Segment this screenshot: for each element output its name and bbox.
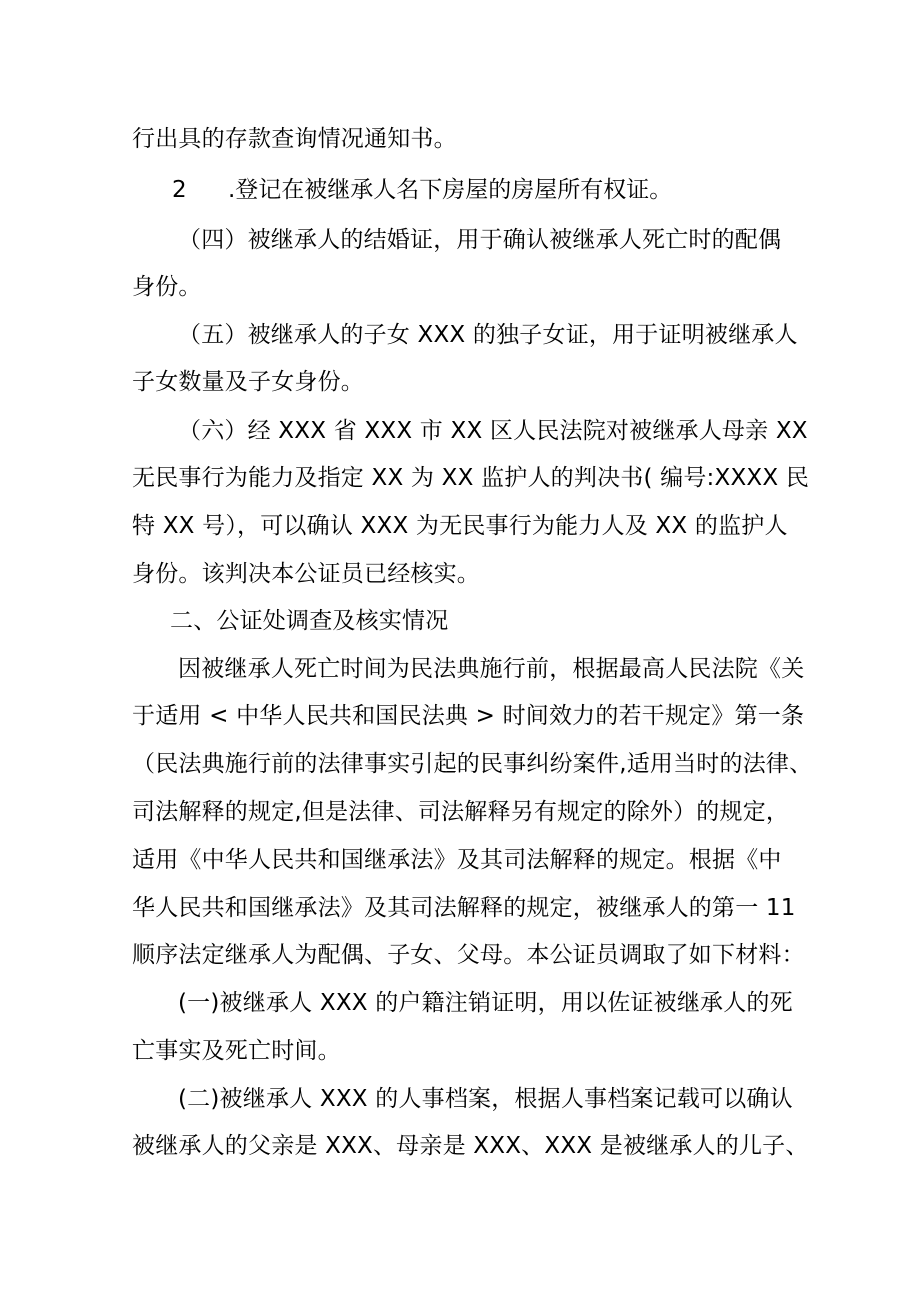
text-line: (二)被继承人 XXX 的人事档案，根据人事档案记载可以确认 <box>178 1086 793 1112</box>
text-line: （五）被继承人的子女 XXX 的独子女证，用于证明被继承人 <box>178 322 798 348</box>
text-line: 因被继承人死亡时间为民法典施行前，根据最高人民法院《关 <box>178 656 805 682</box>
item-number: 2 <box>172 177 187 203</box>
text-line: 身份。 <box>132 274 202 300</box>
text-line: 身份。该判决本公证员已经核实。 <box>132 561 480 587</box>
text-line: 适用《中华人民共和国继承法》及其司法解释的规定。根据《中 <box>132 847 782 873</box>
text-line: 无民事行为能力及指定 XX 为 XX 监护人的判决书( 编号:XXXX 民 <box>132 465 810 491</box>
text-line: 于适用 < 中华人民共和国民法典 > 时间效力的若干规定》第一条 <box>132 703 805 729</box>
text-line: 华人民共和国继承法》及其司法解释的规定，被继承人的第一 11 <box>132 895 796 921</box>
text-line: 司法解释的规定,但是法律、司法解释另有规定的除外）的规定， <box>132 799 790 825</box>
text-line: 行出具的存款查询情况通知书。 <box>132 126 457 152</box>
text-line: 特 XX 号），可以确认 XXX 为无民事行为能力人及 XX 的监护人 <box>132 513 788 539</box>
text-line: 顺序法定继承人为配偶、子女、父母。本公证员调取了如下材料： <box>132 942 805 968</box>
text-line: （民法典施行前的法律事实引起的民事纠纷案件,适用当时的法律、 <box>132 751 813 777</box>
text-line: （四）被继承人的结婚证，用于确认被继承人死亡时的配偶 <box>178 227 782 253</box>
item-text: .登记在被继承人名下房屋的房屋所有权证。 <box>228 177 673 203</box>
section-heading: 二、公证处调查及核实情况 <box>170 608 449 634</box>
text-line: 被继承人的父亲是 XXX、母亲是 XXX、XXX 是被继承人的儿子、 <box>132 1133 809 1159</box>
text-line: 亡事实及死亡时间。 <box>132 1038 341 1064</box>
text-line: （六）经 XXX 省 XXX 市 XX 区人民法院对被继承人母亲 XX <box>178 418 808 444</box>
text-line: 子女数量及子女身份。 <box>132 369 364 395</box>
text-line: (一)被继承人 XXX 的户籍注销证明，用以佐证被继承人的死 <box>178 990 793 1016</box>
